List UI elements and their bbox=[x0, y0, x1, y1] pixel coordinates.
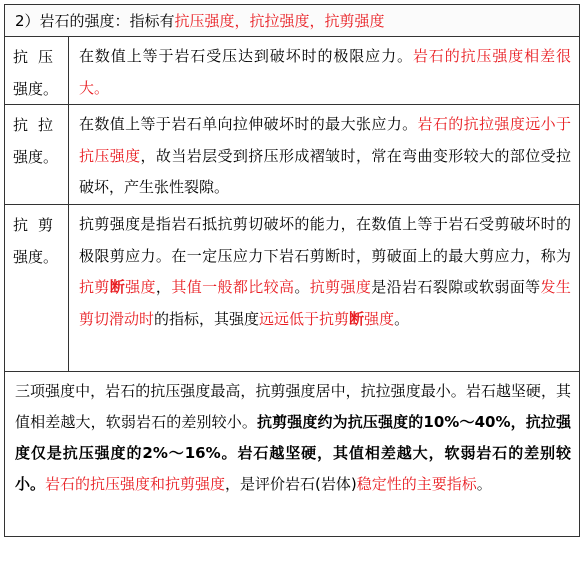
header-highlight: 抗压强度，抗拉强度，抗剪强度 bbox=[174, 12, 385, 30]
description-cell bbox=[69, 205, 579, 371]
row-shear-strength bbox=[5, 205, 579, 372]
text-segment: 岩石的抗压强度相差很大。 bbox=[79, 47, 571, 97]
text-segment: 岩石的抗拉强度远小于抗压强度 bbox=[79, 115, 571, 165]
text-segment: ，故当岩层受到挤压形成褶皱时，常在弯曲变形较大的部位受拉破坏，产生张性裂隙。 bbox=[79, 146, 571, 196]
term-suffix: 强度。 bbox=[13, 80, 59, 98]
header-prefix: 2）岩石的强度：指标有 bbox=[15, 12, 175, 30]
term-suffix: 强度。 bbox=[13, 148, 59, 166]
text-segment: 发生剪切滑动时 bbox=[79, 278, 571, 328]
text-segment: 是沿岩石裂隙或软弱面等 bbox=[371, 278, 541, 296]
term-cell bbox=[5, 37, 69, 104]
text-segment: 岩石的抗压强度和抗剪强度 bbox=[45, 475, 226, 493]
description-cell bbox=[69, 37, 579, 104]
term-char: 抗 bbox=[13, 116, 29, 134]
text-segment: 其值一般都比较高 bbox=[171, 278, 295, 296]
text-segment: 断 bbox=[349, 309, 365, 328]
text-segment: 。 bbox=[294, 278, 310, 296]
row-compressive-strength bbox=[5, 37, 579, 105]
text-segment: 断 bbox=[109, 278, 126, 296]
text-segment: ，是评价岩石(岩体) bbox=[225, 475, 357, 493]
text-segment: 抗剪 bbox=[79, 278, 110, 296]
term-char: 拉 bbox=[37, 116, 53, 134]
term-cell bbox=[5, 205, 69, 371]
term-suffix: 强度。 bbox=[13, 248, 59, 266]
text-segment: 抗剪强度 bbox=[309, 278, 372, 296]
text-segment: 的指标，其强度 bbox=[154, 309, 260, 328]
text-segment: 抗剪强度是指岩石抵抗剪切破坏的能力，在数值上等于岩石受剪破坏时的极限剪应力。在一定压应力下岩石剪断时，剪破面上的最大剪应力，称为 bbox=[79, 215, 571, 265]
term-char: 抗 bbox=[13, 216, 29, 234]
term-char: 剪 bbox=[37, 216, 53, 234]
section-header bbox=[5, 5, 579, 37]
text-segment: 抗剪强度约为抗压强度的10%～40%，抗拉强度仅是抗压强度的2%～16%。岩石越坚硬，其值相差越大，软弱岩石的差别较小。 bbox=[15, 413, 571, 493]
text-segment: 。 bbox=[476, 475, 492, 493]
description-cell bbox=[69, 105, 579, 204]
text-segment: 强度 bbox=[125, 278, 156, 296]
text-segment: 在数值上等于岩石受压达到破坏时的极限应力。 bbox=[79, 47, 413, 65]
text-segment: 远远低于抗剪 bbox=[259, 309, 350, 328]
text-segment: 在数值上等于岩石单向拉伸破坏时的最大张应力。 bbox=[79, 115, 418, 133]
strength-table bbox=[4, 4, 580, 537]
text-segment: 稳定性的主要指标 bbox=[356, 475, 477, 493]
row-tensile-strength bbox=[5, 105, 579, 205]
term-char: 抗 bbox=[13, 48, 29, 66]
text-segment: 强度 bbox=[364, 309, 395, 328]
summary-paragraph bbox=[5, 372, 579, 536]
term-cell bbox=[5, 105, 69, 204]
term-char: 压 bbox=[37, 48, 53, 66]
text-segment: 。 bbox=[394, 309, 410, 328]
text-segment: ， bbox=[155, 278, 172, 296]
text-segment: 三项强度中，岩石的抗压强度最高，抗剪强度居中，抗拉强度最小。岩石越坚硬，其值相差越大，软弱岩石的差别较小。 bbox=[15, 382, 571, 431]
